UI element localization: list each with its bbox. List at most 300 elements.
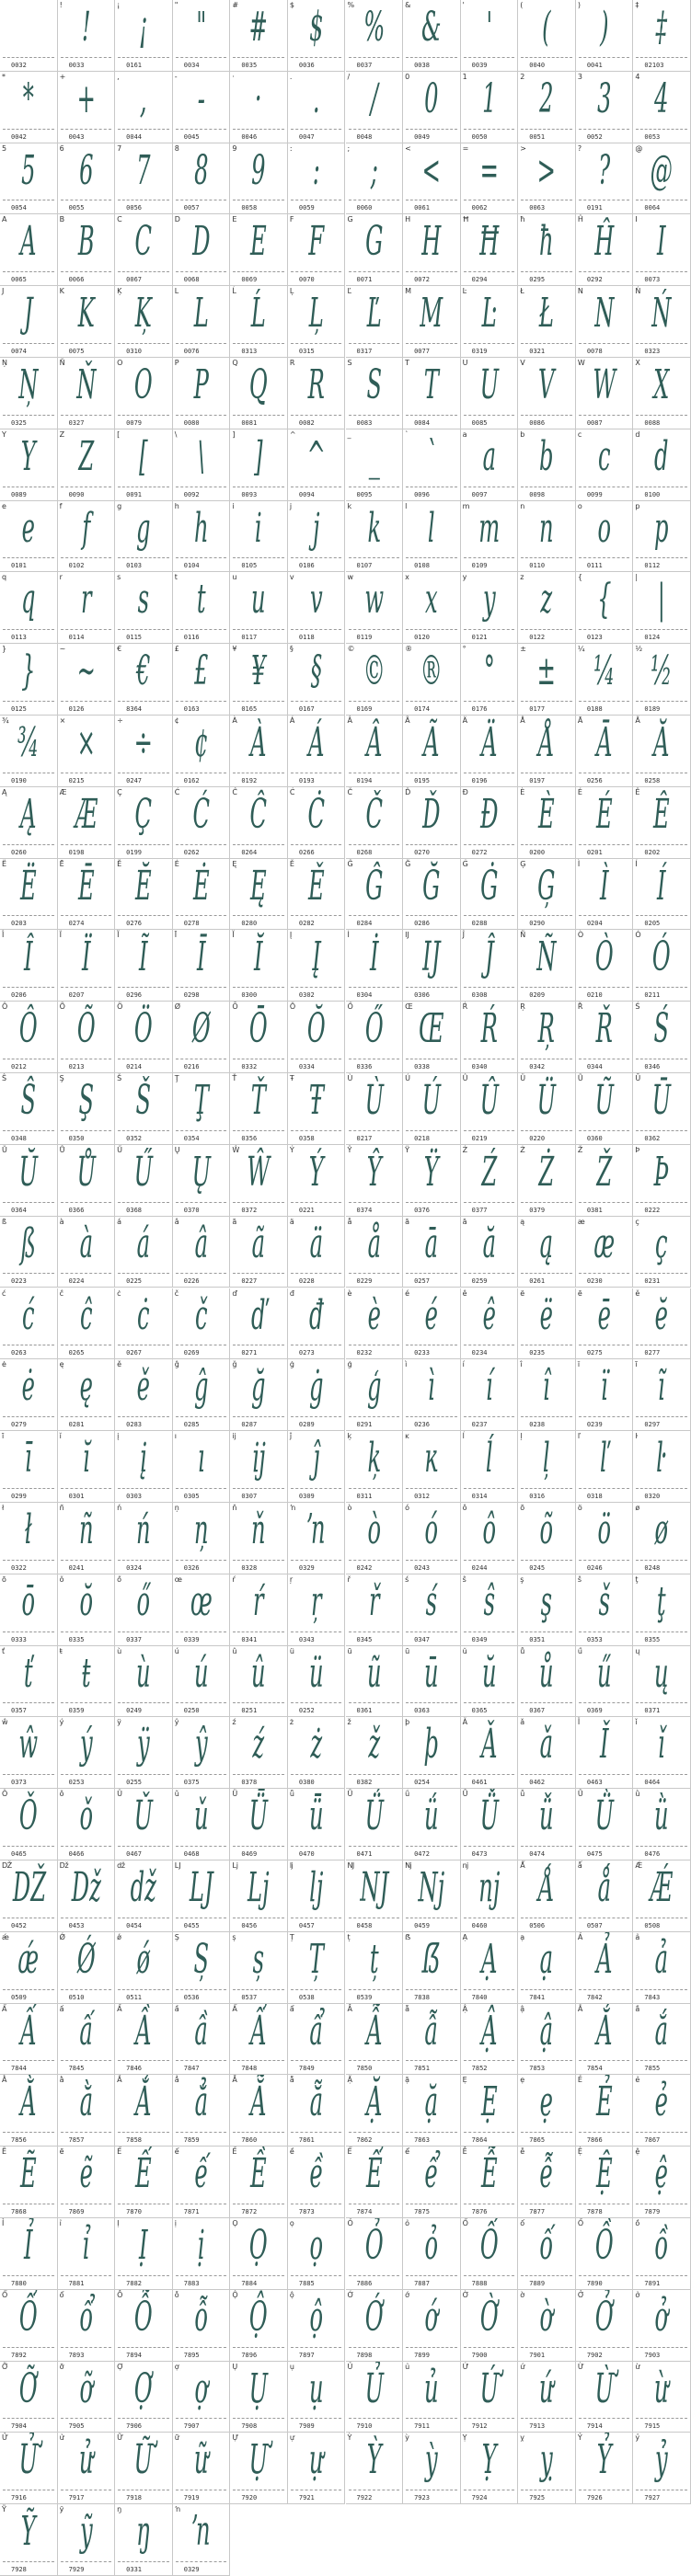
glyph-baseline (291, 2418, 342, 2419)
glyph-code: 0242 (356, 1563, 373, 1572)
glyph-baseline (636, 2132, 687, 2133)
glyph-sample: ğ (251, 1363, 266, 1411)
glyph-code: 0063 (529, 204, 546, 212)
glyph-baseline (406, 1631, 457, 1632)
glyph-code: 0194 (356, 776, 373, 784)
glyph-sample: ạ (539, 1935, 554, 1983)
glyph-label: Ẵ (232, 2076, 237, 2085)
glyph-label: e (2, 501, 6, 510)
glyph-code: 7906 (126, 2422, 143, 2431)
glyph-sample: ǐ (658, 1721, 666, 1769)
glyph-label: Ä (462, 716, 468, 726)
glyph-label: ề (289, 2147, 294, 2157)
glyph-code: 0210 (586, 991, 603, 1000)
glyph-label: ŏ (59, 1574, 64, 1584)
glyph-label: ự (289, 2433, 294, 2443)
glyph-baseline (118, 1130, 169, 1131)
glyph-cell (403, 358, 461, 429)
glyph-sample: i (255, 504, 262, 552)
glyph-code: 7901 (529, 2351, 546, 2359)
glyph-sample: 5 (21, 146, 36, 194)
glyph-cell (461, 501, 519, 573)
glyph-cell (0, 2147, 58, 2218)
glyph-code: 0462 (529, 1779, 546, 1787)
glyph-code: 0226 (183, 1277, 200, 1286)
glyph-sample: Û (479, 1077, 499, 1125)
glyph-cell (0, 859, 58, 931)
glyph-baseline (176, 129, 227, 130)
glyph-cell (403, 501, 461, 573)
glyph-baseline (349, 415, 400, 416)
glyph-sample: ľ (599, 1435, 609, 1483)
glyph-cell (115, 859, 173, 931)
glyph-code: 0069 (241, 276, 258, 284)
glyph-code: 7859 (183, 2136, 200, 2145)
glyph-label: þ (405, 1718, 410, 1727)
glyph-label: ẹ (520, 2076, 525, 2085)
glyph-code: 0539 (356, 1993, 373, 2001)
glyph-sample: į (140, 1435, 147, 1483)
glyph-sample: Ï (81, 933, 91, 981)
glyph-label: q (2, 573, 7, 582)
glyph-cell (403, 1217, 461, 1288)
glyph-label: ś (405, 1574, 409, 1584)
glyph-label: - (174, 72, 178, 81)
glyph-code: 0230 (586, 1277, 603, 1286)
glyph-label: Ŭ (2, 1145, 7, 1154)
glyph-label: õ (520, 1503, 525, 1512)
glyph-label: Ü (520, 1074, 526, 1083)
glyph-sample: ' (486, 4, 492, 51)
glyph-code: 0466 (68, 1849, 85, 1858)
glyph-sample: Ǽ (651, 1863, 674, 1911)
glyph-label: Ì (577, 859, 581, 868)
glyph-sample: Ĥ (594, 218, 615, 266)
glyph-label: Ử (2, 2433, 8, 2443)
glyph-cell (173, 2218, 231, 2290)
glyph-code: 0250 (183, 1707, 200, 1715)
glyph-code: 0309 (298, 1492, 315, 1500)
glyph-baseline (291, 1702, 342, 1703)
glyph-sample: ễ (539, 2150, 554, 2198)
glyph-cell (230, 214, 288, 286)
glyph-cell (115, 0, 173, 72)
glyph-label: ǅ (59, 1860, 69, 1870)
glyph-label: Ằ (2, 2076, 7, 2085)
glyph-cell (230, 1073, 288, 1145)
glyph-cell (288, 859, 346, 931)
glyph-cell (633, 2290, 691, 2362)
glyph-baseline (61, 1774, 112, 1775)
glyph-code: 0463 (586, 1779, 603, 1787)
glyph-code: 0110 (529, 562, 546, 570)
glyph-label: ì (405, 1360, 408, 1369)
glyph-label: : (289, 143, 293, 153)
glyph-sample: ớ (424, 2293, 439, 2341)
glyph-cell (518, 644, 576, 716)
glyph-sample: Þ (654, 1148, 670, 1196)
glyph-code: 0080 (183, 418, 200, 427)
glyph-code: 0235 (529, 1349, 546, 1357)
glyph-label: Ŷ (347, 1145, 352, 1154)
glyph-cell (461, 2147, 519, 2218)
glyph-cell (346, 787, 404, 859)
glyph-baseline (3, 987, 54, 988)
glyph-baseline (636, 271, 687, 272)
glyph-label: Ỷ (577, 2433, 582, 2443)
glyph-cell (346, 429, 404, 501)
glyph-sample: ÷ (133, 719, 154, 767)
glyph-code: 0037 (356, 61, 373, 69)
glyph-code: 0253 (68, 1779, 85, 1787)
glyph-sample: ¥ (251, 647, 266, 695)
glyph-label: Đ (462, 787, 468, 796)
glyph-baseline (521, 1416, 572, 1417)
glyph-label: ỉ (59, 2218, 62, 2227)
glyph-sample: Ớ (364, 2293, 384, 2341)
glyph-label: ' (462, 1, 465, 9)
glyph-label: Ỹ (2, 2505, 6, 2514)
glyph-label: Ľ (347, 287, 351, 296)
glyph-code: 0313 (241, 348, 258, 356)
glyph-sample: Ŷ (366, 1148, 382, 1196)
glyph-cell (173, 1288, 231, 1360)
glyph-code: 0084 (414, 418, 430, 427)
glyph-code: 0317 (356, 348, 373, 356)
glyph-code: 7873 (298, 2207, 315, 2215)
glyph-sample: Ť (251, 1077, 267, 1125)
glyph-cell (346, 2433, 404, 2504)
glyph-code: 7902 (586, 2351, 603, 2359)
glyph-label: ồ (635, 2218, 640, 2227)
glyph-sample: m (478, 504, 500, 552)
glyph-baseline (406, 629, 457, 630)
glyph-cell (58, 2433, 116, 2504)
glyph-sample: Ǚ (479, 1792, 499, 1840)
glyph-sample: ū (424, 1649, 439, 1697)
glyph-cell (576, 214, 634, 286)
glyph-cell (633, 1574, 691, 1646)
glyph-code: 7886 (356, 2279, 373, 2287)
glyph-label: Á (289, 716, 295, 726)
glyph-sample: Ħ (478, 218, 499, 266)
glyph-code: 0101 (11, 562, 27, 570)
glyph-baseline (579, 844, 630, 845)
glyph-code: 0375 (183, 1779, 200, 1787)
glyph-code: 0453 (68, 1921, 85, 1929)
glyph-label: Î (2, 931, 5, 940)
glyph-sample: ħ (539, 218, 554, 266)
glyph-label: ă (462, 1217, 467, 1226)
glyph-cell (576, 1288, 634, 1360)
glyph-code: 7903 (644, 2351, 661, 2359)
glyph-sample: ự (308, 2436, 324, 2484)
glyph-sample: Ễ (480, 2150, 498, 2198)
glyph-baseline (3, 557, 54, 558)
glyph-cell (0, 2504, 58, 2576)
glyph-label: J (2, 287, 5, 296)
glyph-sample: ỵ (540, 2436, 553, 2484)
glyph-sample: M (420, 290, 443, 338)
glyph-code: 0334 (298, 1063, 315, 1071)
glyph-baseline (349, 1273, 400, 1274)
glyph-code: 7928 (11, 2565, 27, 2573)
glyph-code: 0038 (414, 61, 430, 69)
glyph-label: k (347, 501, 352, 510)
glyph-cell (403, 1717, 461, 1789)
glyph-sample: $ (308, 4, 324, 51)
glyph-code: 7876 (471, 2207, 488, 2215)
glyph-code: 0068 (183, 276, 200, 284)
glyph-label: ě (117, 1360, 122, 1369)
glyph-label: Ẳ (117, 2076, 122, 2085)
glyph-baseline (176, 1130, 227, 1131)
glyph-cell (461, 72, 519, 143)
glyph-baseline (176, 2132, 227, 2133)
glyph-label: ŷ (174, 1718, 179, 1727)
glyph-cell (115, 1002, 173, 1073)
glyph-code: 0378 (241, 1779, 258, 1787)
glyph-cell (346, 644, 404, 716)
glyph-code: 0291 (356, 1421, 373, 1429)
glyph-baseline (521, 1989, 572, 1990)
glyph-label: Ǐ (577, 1718, 581, 1727)
glyph-cell (576, 572, 634, 644)
glyph-cell (58, 1359, 116, 1431)
glyph-label: Ŀ (462, 287, 467, 296)
glyph-sample: j (312, 504, 320, 552)
glyph-cell (346, 1359, 404, 1431)
glyph-sample: = (479, 146, 499, 194)
glyph-cell (288, 429, 346, 501)
glyph-sample: ) (599, 4, 609, 51)
glyph-baseline (3, 1273, 54, 1274)
glyph-label: ½ (635, 645, 643, 654)
glyph-baseline (291, 415, 342, 416)
glyph-label: l (405, 501, 408, 510)
glyph-cell (230, 1145, 288, 1217)
glyph-sample: Ậ (480, 2007, 498, 2055)
glyph-sample: ã (251, 1219, 266, 1267)
glyph-sample: ŷ (194, 1721, 208, 1769)
glyph-cell (633, 0, 691, 72)
glyph-baseline (349, 2275, 400, 2276)
glyph-sample: Ț (308, 1935, 324, 1983)
glyph-sample: ữ (193, 2436, 209, 2484)
glyph-cell (173, 143, 231, 215)
glyph-baseline (118, 129, 169, 130)
glyph-label: ŉ (289, 1503, 296, 1512)
glyph-sample: Ń (651, 290, 672, 338)
glyph-sample: ä (309, 1219, 323, 1267)
glyph-code: 0199 (126, 848, 143, 856)
glyph-label: ĩ (635, 1360, 638, 1369)
glyph-sample: ố (539, 2221, 554, 2269)
glyph-code: 0467 (126, 1849, 143, 1858)
glyph-sample: Ỗ (134, 2293, 153, 2341)
glyph-sample: Ǿ (76, 1935, 96, 1983)
glyph-baseline (521, 57, 572, 58)
glyph-code: 7838 (414, 1993, 430, 2001)
glyph-cell (230, 358, 288, 429)
glyph-cell (346, 1288, 404, 1360)
glyph-code: 0122 (529, 634, 546, 642)
glyph-code: 7883 (183, 2279, 200, 2287)
glyph-cell (461, 1574, 519, 1646)
glyph-cell (230, 72, 288, 143)
glyph-sample: ; (370, 146, 378, 194)
glyph-baseline (636, 2275, 687, 2276)
glyph-sample: o (597, 504, 611, 552)
glyph-sample: : (312, 146, 320, 194)
glyph-baseline (176, 2347, 227, 2348)
glyph-sample: Ţ (193, 1077, 209, 1125)
glyph-sample: È (538, 790, 555, 838)
glyph-cell (58, 930, 116, 1002)
glyph-code: 7856 (11, 2136, 27, 2145)
glyph-code: 7851 (414, 2065, 430, 2073)
glyph-cell (0, 1145, 58, 1217)
glyph-code: 0256 (586, 776, 603, 784)
glyph-label: Ừ (577, 2362, 584, 2371)
glyph-cell (288, 286, 346, 358)
glyph-label: ø (635, 1503, 640, 1512)
glyph-code: 0364 (11, 1206, 27, 1214)
glyph-label: K (59, 287, 64, 296)
glyph-baseline (579, 343, 630, 344)
glyph-cell (518, 1932, 576, 2004)
glyph-code: 7880 (11, 2279, 27, 2287)
glyph-code: 0354 (183, 1134, 200, 1142)
glyph-label: ǔ (174, 1790, 179, 1799)
glyph-label: ! (59, 1, 63, 9)
glyph-sample: í (485, 1363, 493, 1411)
glyph-cell (403, 787, 461, 859)
glyph-sample (13, 7, 44, 58)
glyph-cell (288, 2147, 346, 2218)
glyph-sample: ‡ (656, 4, 668, 51)
glyph-label: £ (174, 645, 179, 654)
glyph-cell (461, 716, 519, 787)
glyph-sample: ĸ (424, 1435, 439, 1483)
glyph-label: ^ (289, 429, 296, 439)
glyph-cell (115, 1073, 173, 1145)
glyph-code: 0071 (356, 276, 373, 284)
glyph-sample: Ę (250, 862, 267, 910)
glyph-code: 0075 (68, 348, 85, 356)
glyph-sample: 4 (654, 74, 669, 122)
glyph-sample: Ả (595, 1935, 613, 1983)
glyph-label: Ŏ (289, 1002, 296, 1012)
glyph-cell (230, 143, 288, 215)
glyph-code: 0275 (586, 1349, 603, 1357)
glyph-baseline (406, 1702, 457, 1703)
glyph-label: Ħ (462, 215, 469, 224)
glyph-baseline (579, 629, 630, 630)
glyph-cell (461, 1359, 519, 1431)
glyph-baseline (233, 2347, 284, 2348)
glyph-sample: Ŀ (481, 290, 497, 338)
glyph-code: 0510 (68, 1993, 85, 2001)
glyph-sample: Ŧ (308, 1077, 324, 1125)
glyph-baseline (233, 701, 284, 702)
glyph-label: È (520, 787, 525, 796)
glyph-cell (115, 1646, 173, 1718)
glyph-baseline (636, 1273, 687, 1274)
glyph-label: Ċ (289, 787, 295, 796)
glyph-code: 0295 (529, 276, 546, 284)
glyph-code: 0314 (471, 1492, 488, 1500)
glyph-sample: Ľ (366, 290, 382, 338)
glyph-code: 0041 (586, 61, 603, 69)
glyph-cell (288, 72, 346, 143)
glyph-code: 0370 (183, 1206, 200, 1214)
glyph-code: 7922 (356, 2494, 373, 2502)
glyph-label: ờ (520, 2290, 525, 2299)
glyph-sample: ½ (651, 647, 673, 695)
glyph-label: ( (520, 1, 524, 9)
glyph-code: 0464 (644, 1779, 661, 1787)
glyph-cell (115, 1217, 173, 1288)
glyph-cell (115, 1503, 173, 1574)
glyph-code: 0320 (644, 1492, 661, 1500)
glyph-code: 0333 (11, 1635, 27, 1643)
glyph-code: 0227 (241, 1277, 258, 1286)
glyph-sample: ọ (309, 2221, 323, 2269)
glyph-cell (403, 1789, 461, 1860)
glyph-baseline (118, 987, 169, 988)
glyph-cell (173, 644, 231, 716)
glyph-sample: Ĭ (254, 933, 263, 981)
glyph-cell (518, 1717, 576, 1789)
glyph-sample: Ò (594, 933, 614, 981)
glyph-baseline (636, 1488, 687, 1489)
glyph-code: 0231 (644, 1277, 661, 1286)
glyph-label: Ş (59, 1074, 64, 1083)
glyph-cell (576, 2362, 634, 2433)
glyph-label: č (174, 1288, 179, 1298)
glyph-sample: © (363, 647, 386, 695)
glyph-code: 7894 (126, 2351, 143, 2359)
glyph-sample: É (595, 790, 613, 838)
glyph-baseline (636, 1846, 687, 1847)
glyph-code: 0335 (68, 1635, 85, 1643)
glyph-code: 0119 (356, 634, 373, 642)
glyph-code: 0056 (126, 204, 143, 212)
glyph-sample: · (255, 74, 262, 122)
glyph-sample: ŝ (483, 1577, 495, 1625)
glyph-sample: Ị (139, 2221, 148, 2269)
glyph-label: ÷ (117, 716, 123, 726)
glyph-cell (173, 787, 231, 859)
glyph-baseline (176, 1774, 227, 1775)
glyph-cell (115, 2004, 173, 2076)
glyph-baseline (3, 271, 54, 272)
glyph-sample: - (197, 74, 205, 122)
glyph-sample: B (77, 218, 95, 266)
glyph-label: ỵ (520, 2433, 524, 2443)
glyph-sample: ỗ (194, 2293, 208, 2341)
glyph-cell (461, 1932, 519, 2004)
glyph-sample: Ǒ (18, 1792, 38, 1840)
glyph-baseline (406, 1273, 457, 1274)
glyph-label: Ǎ (462, 1718, 468, 1727)
glyph-label: Ă (635, 716, 640, 726)
glyph-baseline (464, 129, 515, 130)
glyph-baseline (3, 57, 54, 58)
glyph-label: Û (462, 1074, 468, 1083)
glyph-label: E (232, 215, 237, 224)
